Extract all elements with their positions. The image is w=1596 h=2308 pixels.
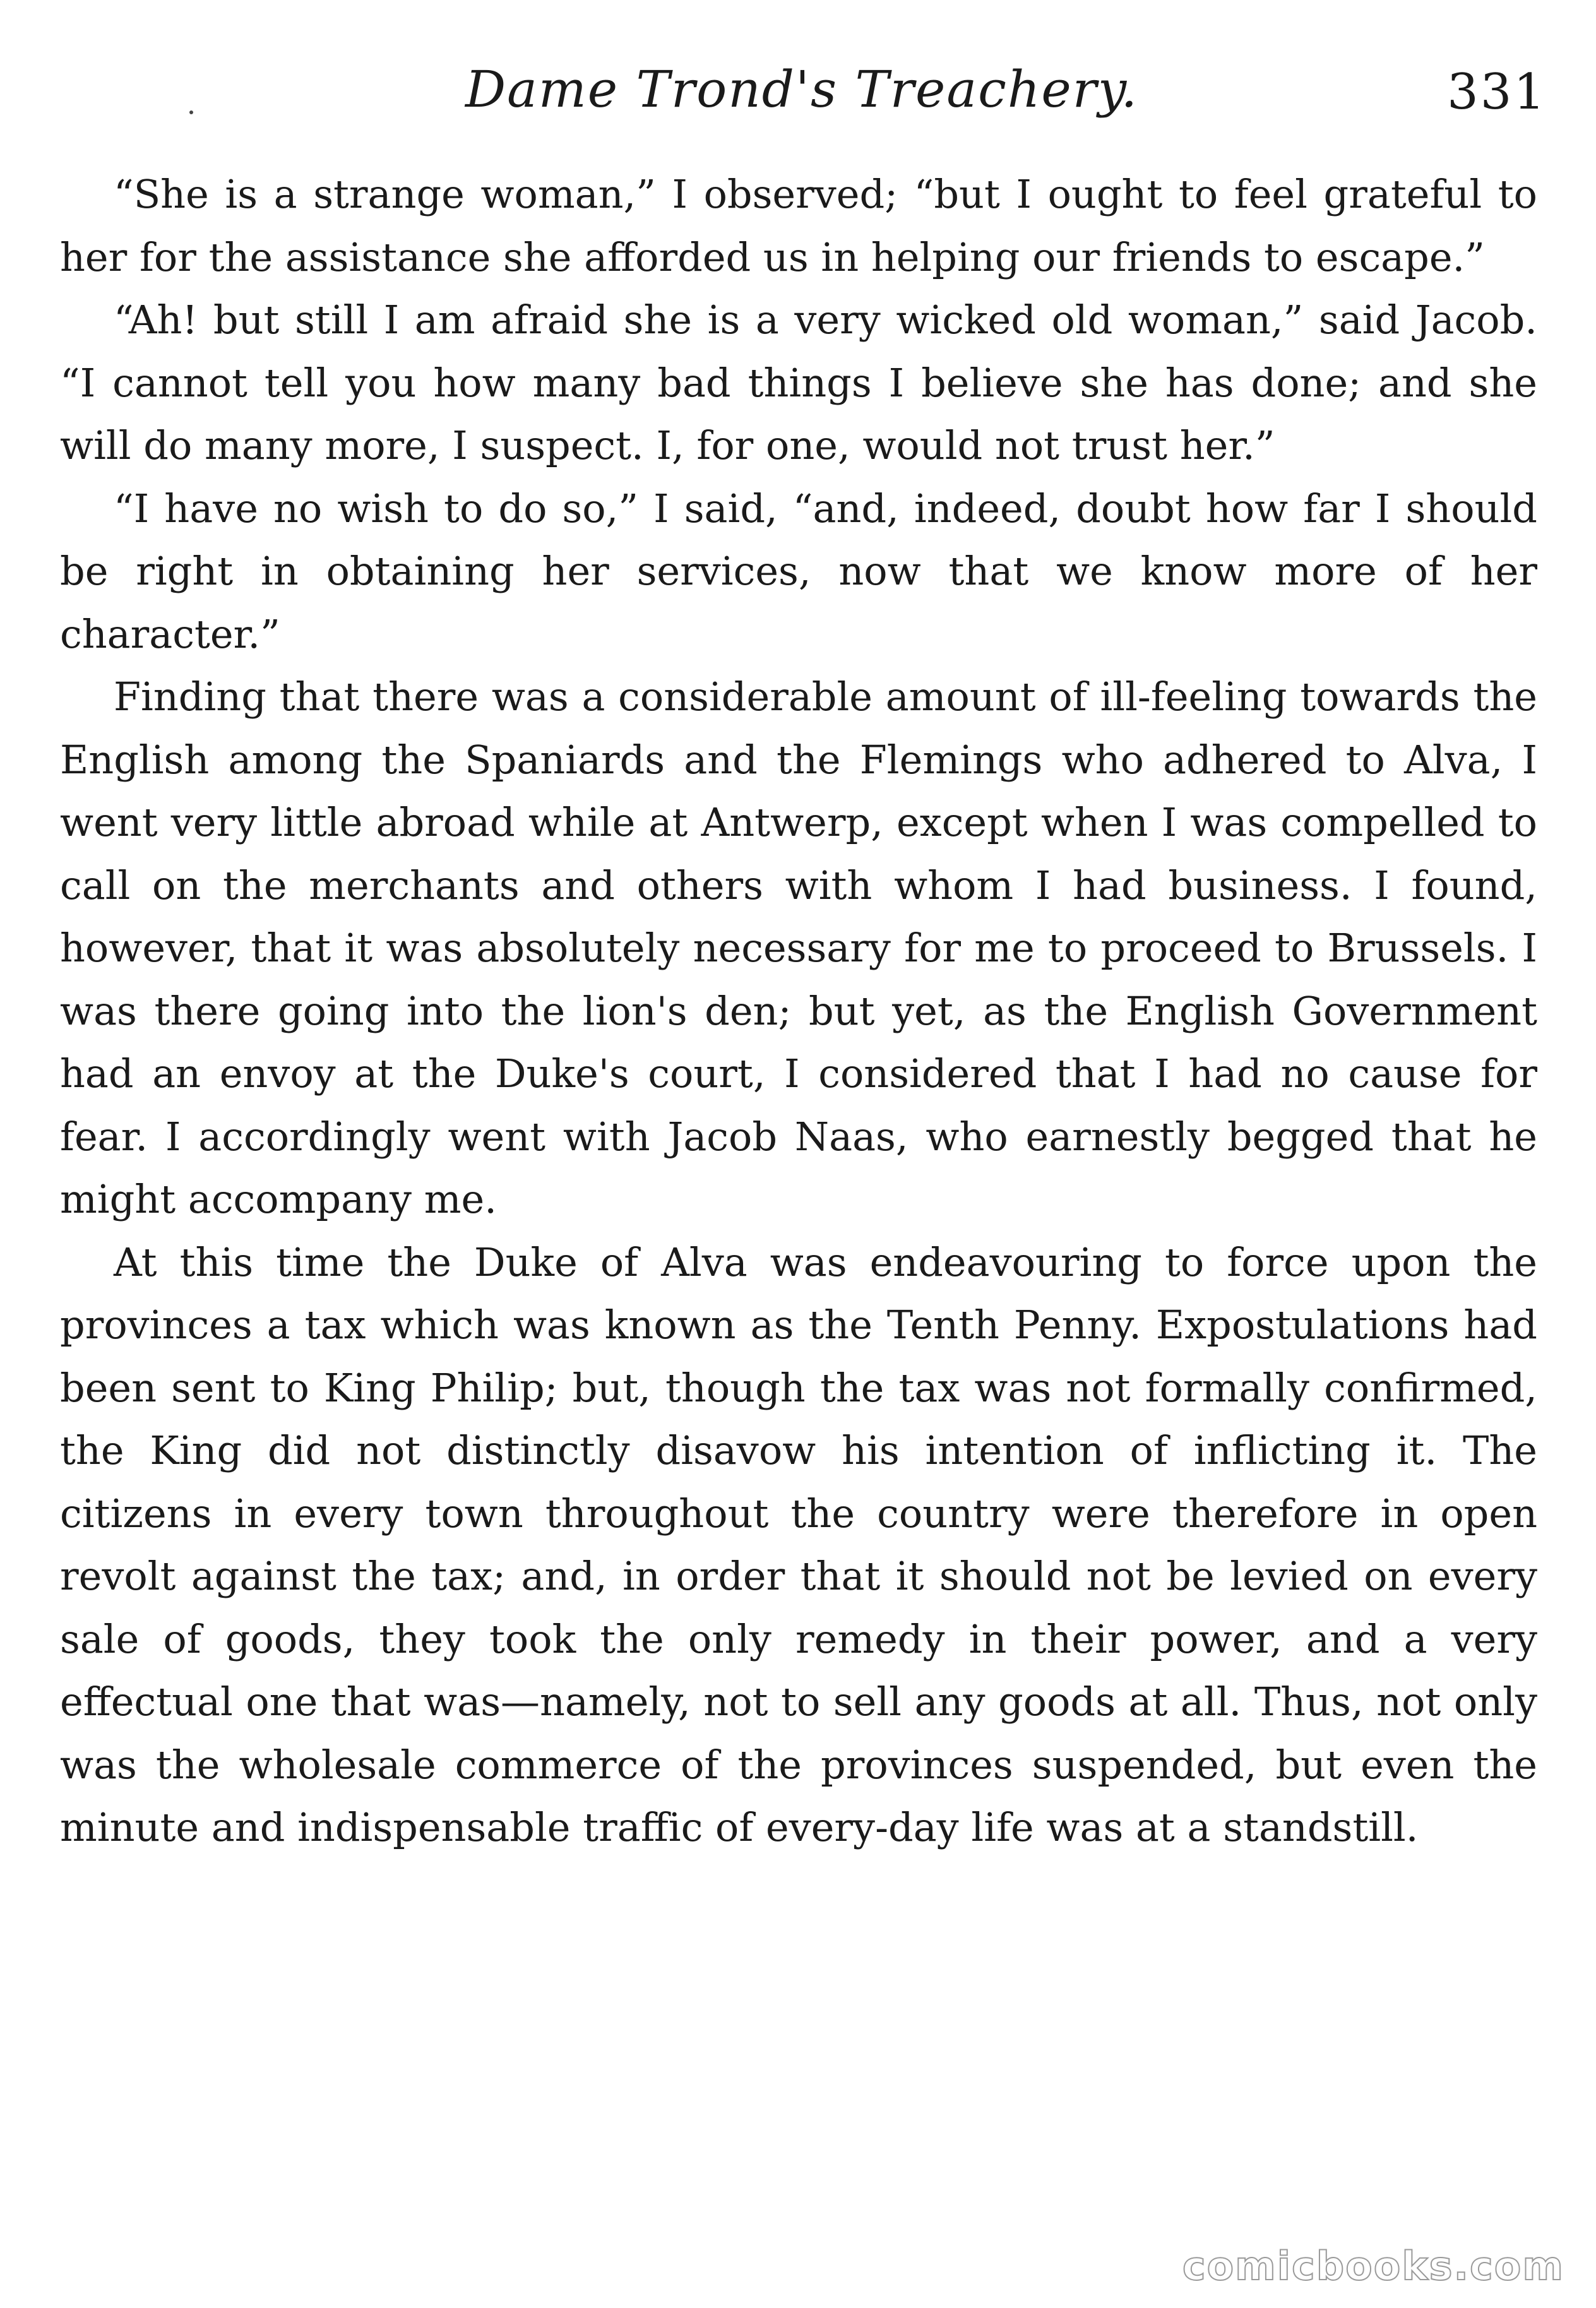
paragraph: “I have no wish to do so,” I said, “and, indeed, doubt how far I should be right in obtaining her services, now that we know more of her character.” [60, 485, 1537, 657]
body-text [60, 163, 1537, 1859]
page-number: 331 [1447, 64, 1547, 121]
page-header [57, 60, 1547, 136]
watermark: comicbooks.com [1182, 2243, 1564, 2289]
running-title: Dame Trond's Treachery. [465, 60, 1138, 119]
paragraph: Finding that there was a considerable amount of ill-feeling towards the English among the Spaniards and the Flemings who adhered to Alva, I went very little abroad while at Antwerp, except when I was compelled to call on the merchants and others with whom I had business. I found, however, that it was absolutely necessary for me to proceed to Brussels. I was there going into the lion's den; but yet, as the English Government had an envoy at the Duke's court, I considered that I had no cause for fear. I accordingly went with Jacob Naas, who earnestly begged that he might accompany me. [60, 674, 1537, 1222]
paragraph: “Ah! but still I am afraid she is a very wicked old woman,” said Jacob. “I cannot tell you how many bad things I believe she has done; and she will do many more, I suspect. I, for one, would not trust her.” [60, 297, 1537, 468]
paragraph: At this time the Duke of Alva was endeavouring to force upon the provinces a tax which was known as the Tenth Penny. Expostulations had been sent to King Philip; but, though the tax was not formally confirmed, the King did not distinctly disavow his intention of inflicting it. The citizens in every town throughout the country were therefore in open revolt against the tax; and, in order that it should not be levied on every sale of goods, they took the only remedy in their power, and a very effectual one that was—namely, not to sell any goods at all. Thus, not only was the wholesale commerce of the provinces suspended, but even the minute and indispensable traffic of every-day life was at a standstill. [60, 1239, 1537, 1850]
paragraph: “She is a strange woman,” I observed; “but I ought to feel grateful to her for the assistance she afforded us in helping our friends to escape.” [60, 171, 1537, 280]
